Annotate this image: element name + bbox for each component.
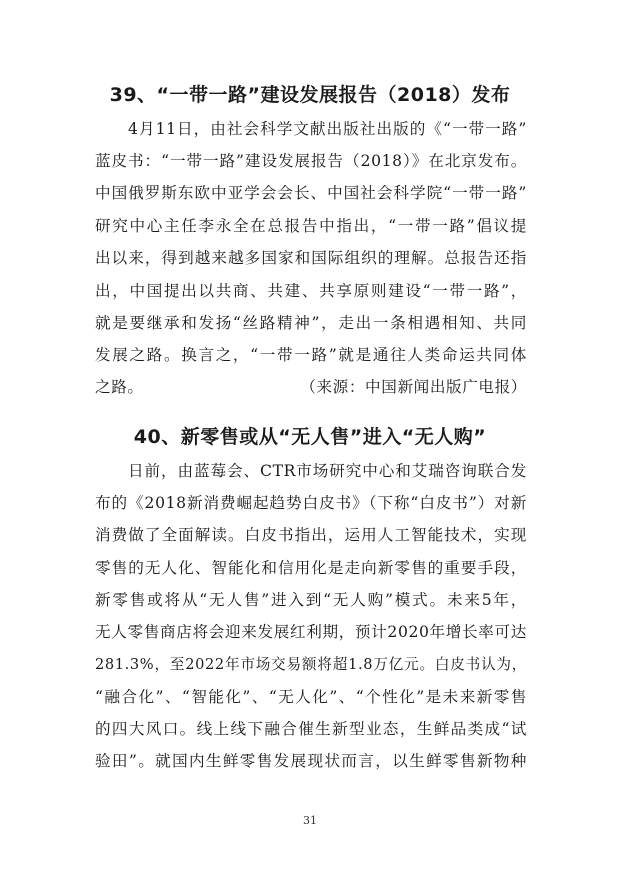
section-39-line: 中国俄罗斯东欧中亚学会会长、中国社会科学院“一带一路” <box>95 184 527 202</box>
section-40-line: 281.3%，至2022年市场交易额将超1.8万亿元。白皮书认为， <box>95 656 527 673</box>
section-39-line: 蓝皮书：“一带一路”建设发展报告（2018）》在北京发布。 <box>95 152 527 170</box>
section-40-line: 的四大风口。线上线下融合催生新型业态，生鲜品类成“试 <box>95 720 527 738</box>
section-40-line: 无人零售商店将会迎来发展红利期，预计2020年增长率可达 <box>95 623 527 641</box>
section-40-line: 验田”。就国内生鲜零售发展现状而言，以生鲜零售新物种 <box>95 752 527 770</box>
section-40-line: “融合化”、“智能化”、“无人化”、“个性化”是未来新零售 <box>95 688 527 706</box>
section-39-line: 研究中心主任李永全在总报告中指出，“一带一路”倡议提 <box>95 217 527 235</box>
section-39-line: 发展之路。换言之，“一带一路”就是通往人类命运共同体 <box>95 346 527 364</box>
section-40-line: 消费做了全面解读。白皮书指出，运用人工智能技术，实现 <box>95 526 527 544</box>
section-40-line: 零售的无人化、智能化和信用化是走向新零售的重要手段， <box>95 559 527 577</box>
section-40-line: 布的《2018新消费崛起趋势白皮书》（下称“白皮书”）对新 <box>95 494 527 512</box>
source-citation: （来源：中国新闻出版广电报） <box>300 378 527 396</box>
section-39-last-line <box>95 376 527 398</box>
section-39-title: 39、“一带一路”建设发展报告（2018）发布 <box>109 84 511 106</box>
section-39-line: 之路。 <box>95 378 144 396</box>
page-number: 31 <box>303 814 317 827</box>
section-40-line: 新零售或将从“无人售”进入到“无人购”模式。未来5年， <box>95 591 527 609</box>
section-39-line: 出以来，得到越来越多国家和国际组织的理解。总报告还指 <box>95 249 527 267</box>
section-39-line: 出，中国提出以共商、共建、共享原则建设“一带一路”， <box>95 282 527 300</box>
section-40-line: 日前，由蓝莓会、CTR市场研究中心和艾瑞咨询联合发 <box>128 462 527 480</box>
section-39-line: 就是要继承和发扬“丝路精神”，走出一条相遇相知、共同 <box>95 314 527 332</box>
section-39-line: 4月11日，由社会科学文献出版社出版的《“一带一路” <box>128 120 527 138</box>
section-40-title: 40、新零售或从“无人售”进入“无人购” <box>133 426 487 448</box>
